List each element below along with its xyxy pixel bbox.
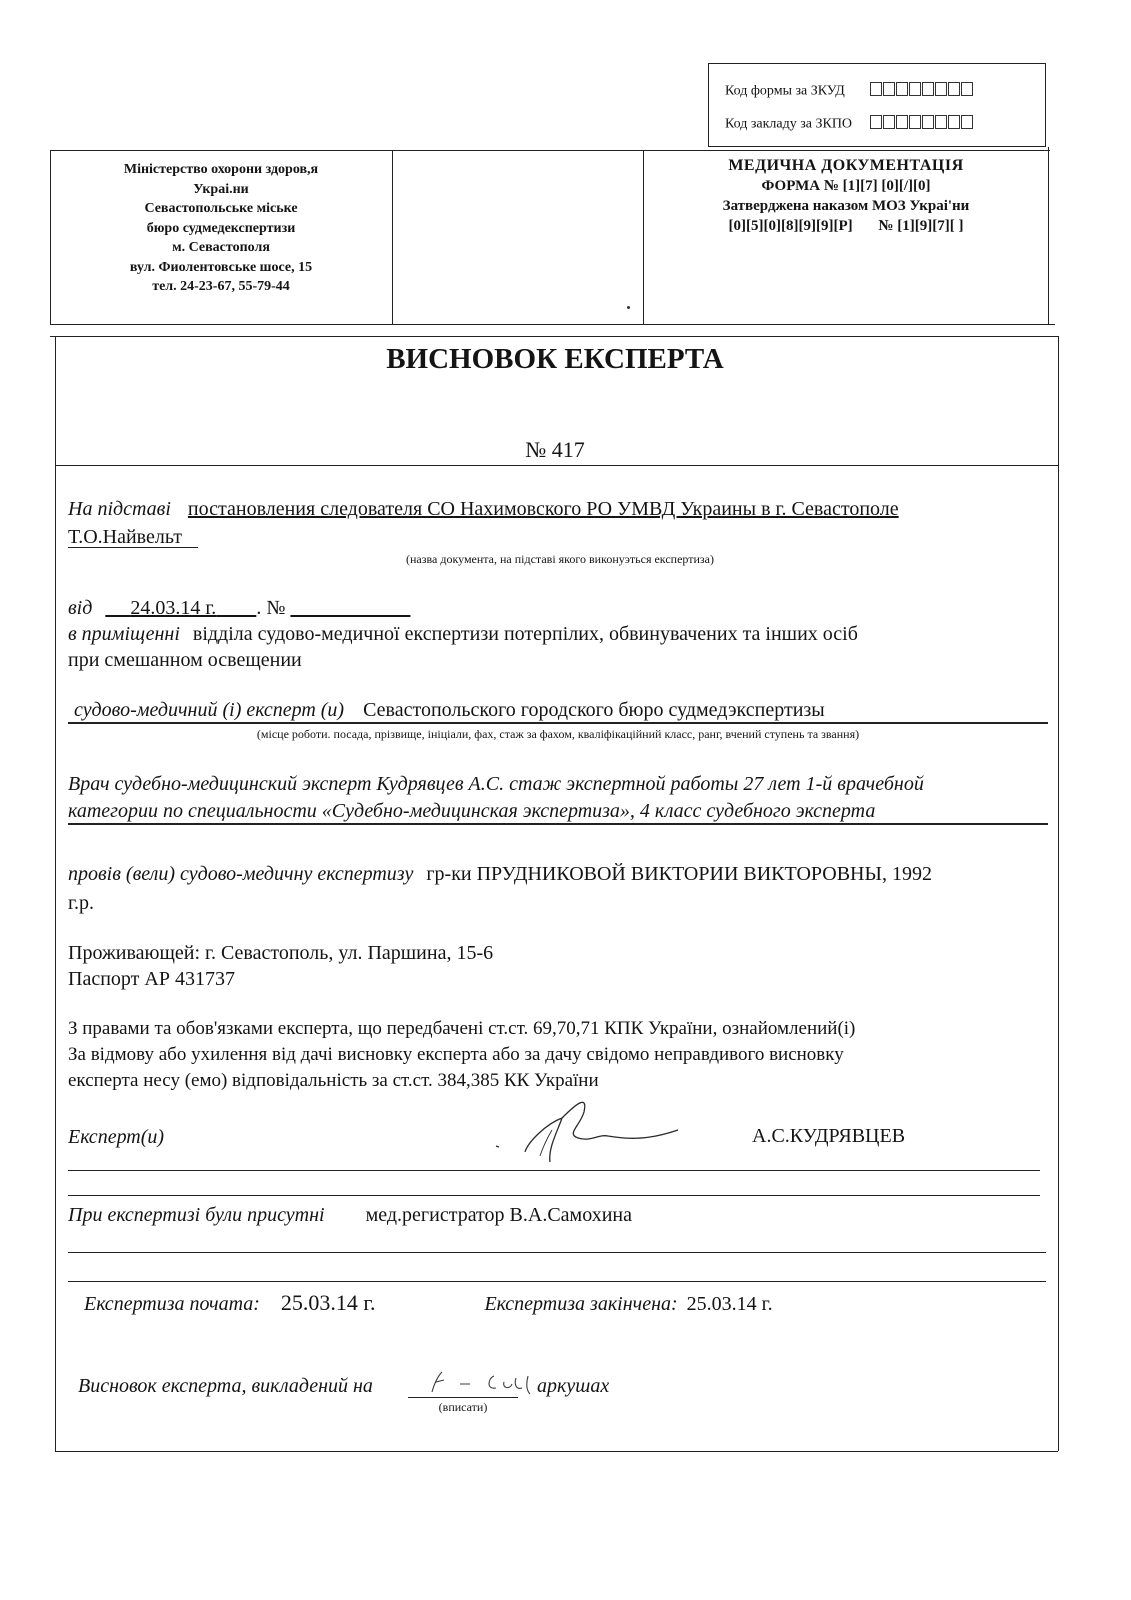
residence-line: Проживающей: г. Севастополь, ул. Паршина, 15-6: [68, 942, 494, 964]
basis-caption: (назва документа, на підставі якого виконуэться експертиза): [406, 552, 714, 566]
institution-block: [52, 160, 390, 297]
form-order-number: № [1][9][7][ ]: [878, 218, 964, 234]
present-rule-1: [68, 1252, 1046, 1253]
basis-value-2: Т.О.Найвельт: [68, 526, 182, 548]
present-value: мед.регистратор В.А.Самохина: [365, 1204, 632, 1226]
pages-handwriting: [418, 1368, 536, 1398]
expert-name: А.С.КУДРЯВЦЕВ: [752, 1125, 906, 1147]
date-from-label: від: [68, 597, 93, 619]
premises-value-2: при смешанном освещении: [68, 649, 302, 671]
form-info-title: МЕДИЧНА ДОКУМЕНТАЦІЯ: [728, 157, 964, 174]
signature-label: Експерт(и): [68, 1126, 165, 1148]
speck-mark: [627, 306, 630, 309]
premises-label: в приміщенні: [68, 623, 180, 645]
document-number: № 417: [525, 437, 585, 462]
order-number-label: . №: [256, 597, 286, 619]
rights-line-1: З правами та обов'язками експерта, що передбачені ст.ст. 69,70,71 КПК України, ознайомлений(і): [68, 1018, 856, 1039]
institution-line: бюро судмедекспертизи: [146, 220, 296, 236]
expert-place-label: судово-медичний (і) експерт (и): [74, 699, 345, 721]
present-label: При експертизі були присутні: [68, 1204, 325, 1226]
header-bottom-border: [50, 324, 1055, 325]
expertise-dates-row: [84, 1291, 773, 1316]
basis-value: постановления следователя СО Нахимовского РО УМВД Украины в г. Севастополе: [187, 498, 899, 520]
document-title: ВИСНОВОК ЕКСПЕРТА: [386, 343, 724, 375]
header-top-border: [50, 150, 1050, 151]
form-approval: Затверджена наказом МОЗ Украі'ни: [722, 198, 970, 214]
institution-line: м. Севастополя: [172, 240, 270, 255]
expert-place-value: Севастопольского городского бюро судмедэкспертизы: [363, 699, 825, 721]
signature-rule-2: [68, 1195, 1040, 1196]
expert-place-rule: [68, 722, 1048, 724]
end-label: Експертиза закінчена:: [484, 1293, 678, 1315]
examined-row: [68, 862, 932, 886]
start-value: 25.03.14 г.: [280, 1290, 376, 1315]
header-left-border: [50, 150, 51, 324]
form-order-numbers: [645, 216, 1047, 236]
examined-value: гр-ки ПРУДНИКОВОЙ ВИКТОРИИ ВИКТОРОВНЫ, 1992: [426, 863, 932, 885]
zkpo-row: [725, 115, 974, 134]
form-order-code: [0][5][0][8][9][9][Р]: [728, 218, 853, 234]
signature-scribble: [480, 1090, 690, 1170]
order-number-blank: [290, 597, 410, 619]
present-rule-2: [68, 1281, 1046, 1282]
rights-line-2: За відмову або ухилення від дачі висновку експерта або за дачу свідомо неправдивого висновку: [68, 1044, 844, 1065]
institution-line: тел. 24-23-67, 55-79-44: [152, 279, 290, 294]
basis-row: [68, 497, 899, 521]
order-date: 24.03.14 г.: [130, 597, 217, 619]
pages-suffix: аркушах: [537, 1375, 610, 1397]
basis-rule: [68, 547, 198, 548]
pages-caption: (вписати): [438, 1400, 488, 1414]
date-row: [68, 596, 410, 620]
passport-line: Паспорт АР 431737: [68, 968, 235, 990]
zkud-row: [725, 82, 974, 101]
expert-details-line-2: категории по специальности «Судебно-медицинская экспертиза», 4 класс судебного эксперта: [68, 800, 876, 822]
premises-row: [68, 622, 858, 646]
institution-line: Севастопольське міське: [144, 201, 298, 216]
number-rule: [55, 465, 1058, 466]
header-divider-1: [392, 150, 393, 324]
end-value: 25.03.14 г.: [686, 1293, 773, 1315]
form-number: ФОРМА № [1][7] [0][/][0]: [761, 178, 931, 194]
institution-line: вул. Фиолентовське шосе, 15: [129, 259, 313, 275]
zkud-label: Код формы за ЗКУД: [725, 83, 845, 99]
main-right-border: [1058, 336, 1059, 1451]
expert-place-row: [74, 698, 825, 722]
header-divider-2: [643, 150, 644, 324]
expert-details-line-1: Врач судебно-медицинский эксперт Кудрявцев А.С. стаж экспертной работы 27 лет 1-й врачебной: [68, 773, 924, 795]
present-row: [68, 1203, 632, 1227]
examined-label: провів (вели) судово-медичну експертизу: [68, 863, 414, 885]
zkpo-code-cells: [870, 115, 974, 134]
main-top-border: [50, 336, 1058, 337]
examined-value-2: г.р.: [68, 892, 94, 914]
start-label: Експертиза почата:: [84, 1293, 260, 1315]
main-left-border: [55, 336, 56, 1451]
expert-place-caption: (місце роботи. посада, прізвище, ініціали, фах, стаж за фахом, кваліфікаційний класс, ранг, вчений ступень та звання): [256, 727, 860, 741]
main-bottom-border: [55, 1451, 1058, 1452]
form-info-block: [645, 156, 1047, 236]
premises-value: відділа судово-медичної експертизи потерпілих, обвинувачених та інших осіб: [192, 623, 858, 645]
zkud-code-cells: [870, 82, 974, 101]
form-codes-box: [708, 63, 1046, 147]
pages-label: Висновок експерта, викладений на: [78, 1375, 373, 1397]
basis-label: На підставі: [68, 498, 171, 520]
institution-line: Міністерство охорони здоров,я: [123, 162, 319, 177]
institution-line: Украі.ни: [193, 181, 249, 197]
zkpo-label: Код закладу за ЗКПО: [725, 116, 853, 132]
signature-rule-1: [68, 1170, 1040, 1171]
expert-details-rule: [68, 823, 1048, 825]
header-right-border: [1048, 147, 1049, 324]
rights-line-3: експерта несу (емо) відповідальність за ст.ст. 384,385 КК України: [68, 1070, 599, 1091]
